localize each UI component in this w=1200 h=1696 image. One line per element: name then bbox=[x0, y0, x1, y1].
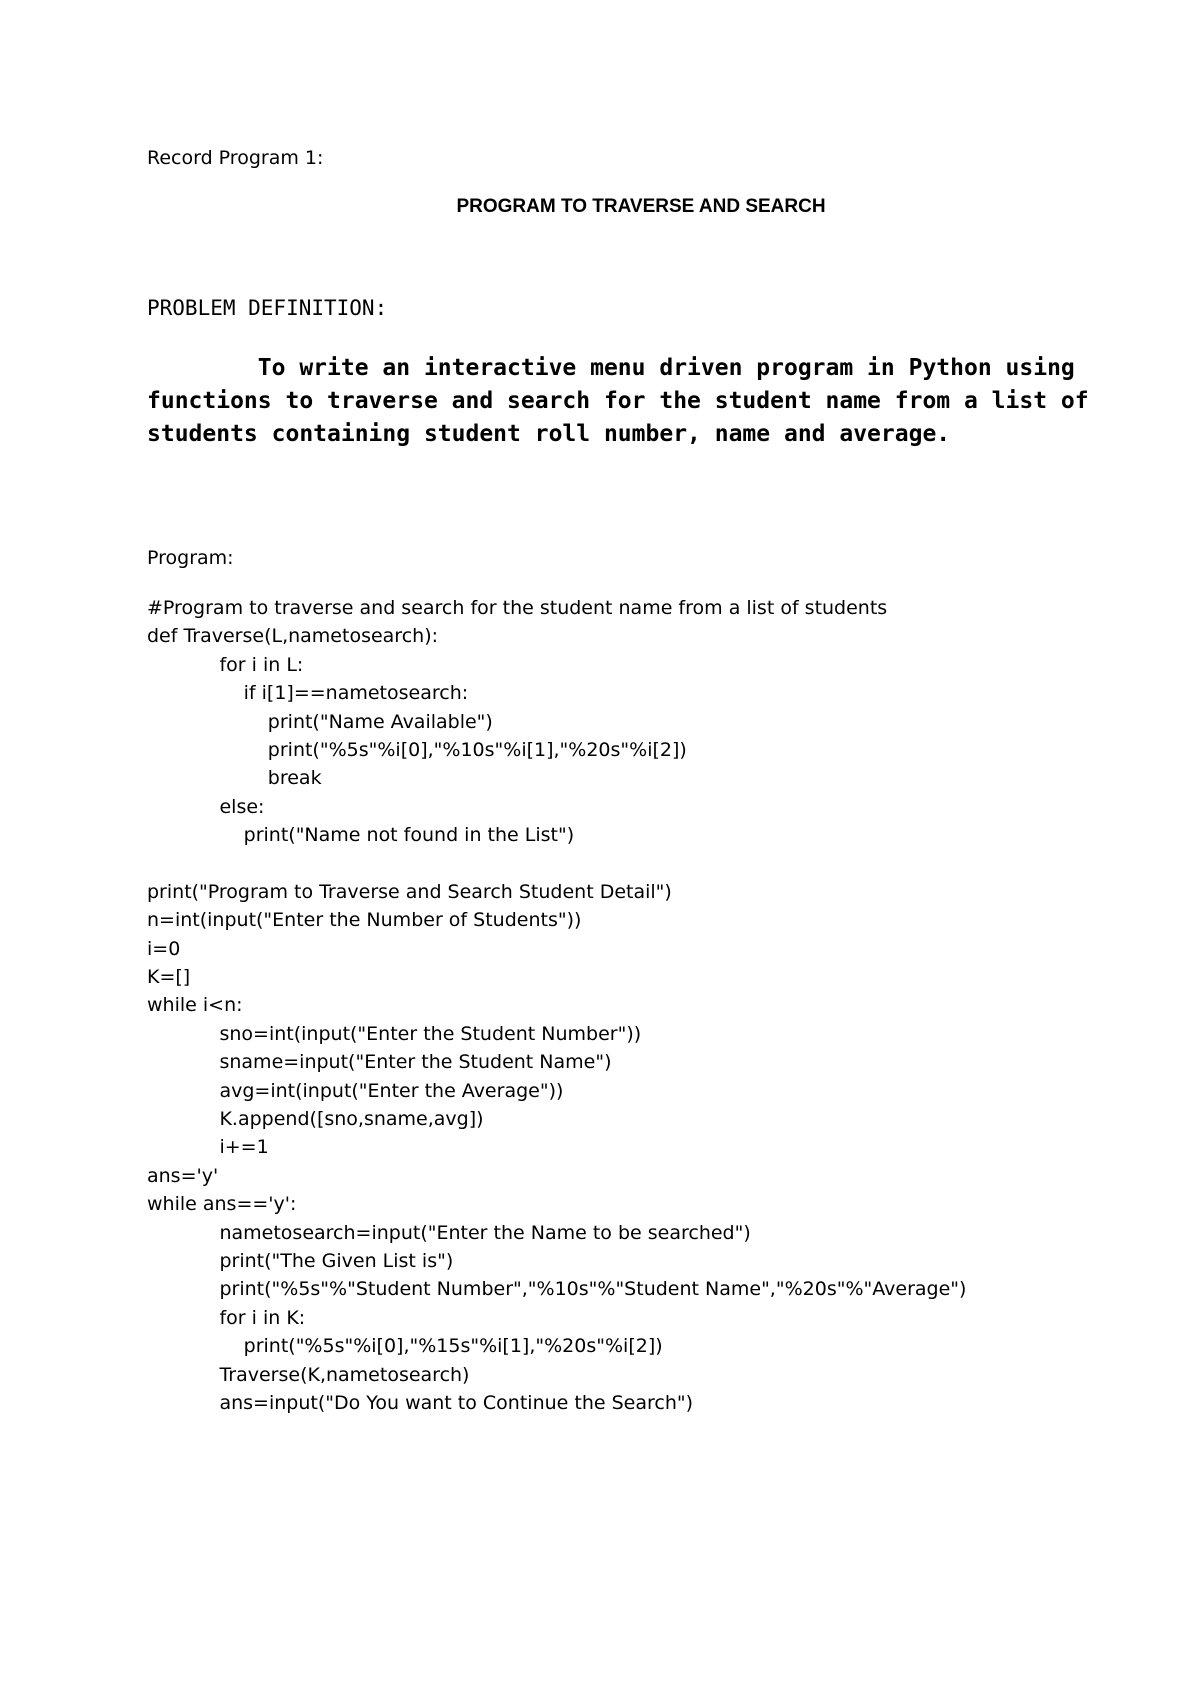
definition-line: functions to traverse and search for the student name from a list of bbox=[147, 388, 1089, 414]
code-line: nametosearch=input("Enter the Name to be searched") bbox=[147, 1221, 751, 1244]
code-line: print("Name not found in the List") bbox=[147, 824, 575, 847]
code-line: for i in K: bbox=[147, 1306, 306, 1329]
code-line: break bbox=[147, 767, 322, 790]
code-line: Traverse(K,nametosearch) bbox=[147, 1363, 470, 1386]
code-line: i+=1 bbox=[147, 1136, 269, 1159]
code-line bbox=[147, 850, 1107, 878]
definition-line: To write an interactive menu driven program in Python using bbox=[147, 355, 1075, 381]
code-line: sno=int(input("Enter the Student Number")) bbox=[147, 1022, 642, 1045]
code-line: print("Program to Traverse and Search Student Detail") bbox=[147, 880, 672, 903]
code-line: K=[] bbox=[147, 966, 191, 989]
code-line: while i<n: bbox=[147, 994, 243, 1017]
code-line: sname=input("Enter the Student Name") bbox=[147, 1051, 612, 1074]
program-label: Program: bbox=[147, 547, 234, 569]
code-line: print("The Given List is") bbox=[147, 1249, 454, 1272]
code-line: K.append([sno,sname,avg]) bbox=[147, 1108, 484, 1131]
problem-definition-heading: PROBLEM DEFINITION: bbox=[147, 296, 388, 320]
code-line: while ans=='y': bbox=[147, 1193, 297, 1216]
code-line: else: bbox=[147, 795, 265, 818]
code-line: n=int(input("Enter the Number of Students")) bbox=[147, 909, 582, 932]
code-line: print("%5s"%"Student Number","%10s"%"Student Name","%20s"%"Average") bbox=[147, 1278, 967, 1301]
code-line: print("Name Available") bbox=[147, 710, 493, 733]
code-line: if i[1]==nametosearch: bbox=[147, 682, 469, 705]
code-line: ans='y' bbox=[147, 1164, 219, 1187]
document-title: PROGRAM TO TRAVERSE AND SEARCH bbox=[456, 196, 826, 217]
record-program-label: Record Program 1: bbox=[147, 147, 324, 169]
definition-line: students containing student roll number, name and average. bbox=[147, 421, 951, 447]
code-line: #Program to traverse and search for the student name from a list of students bbox=[147, 597, 888, 619]
code-line: print("%5s"%i[0],"%15s"%i[1],"%20s"%i[2]) bbox=[147, 1335, 663, 1358]
program-code bbox=[147, 594, 1107, 1417]
code-line: print("%5s"%i[0],"%10s"%i[1],"%20s"%i[2]) bbox=[147, 738, 687, 761]
code-line: i=0 bbox=[147, 937, 181, 960]
code-line: ans=input("Do You want to Continue the Search") bbox=[147, 1391, 694, 1414]
code-line: avg=int(input("Enter the Average")) bbox=[147, 1079, 564, 1102]
problem-definition-text bbox=[147, 352, 1089, 451]
code-line: def Traverse(L,nametosearch): bbox=[147, 625, 439, 648]
code-line: for i in L: bbox=[147, 653, 304, 676]
